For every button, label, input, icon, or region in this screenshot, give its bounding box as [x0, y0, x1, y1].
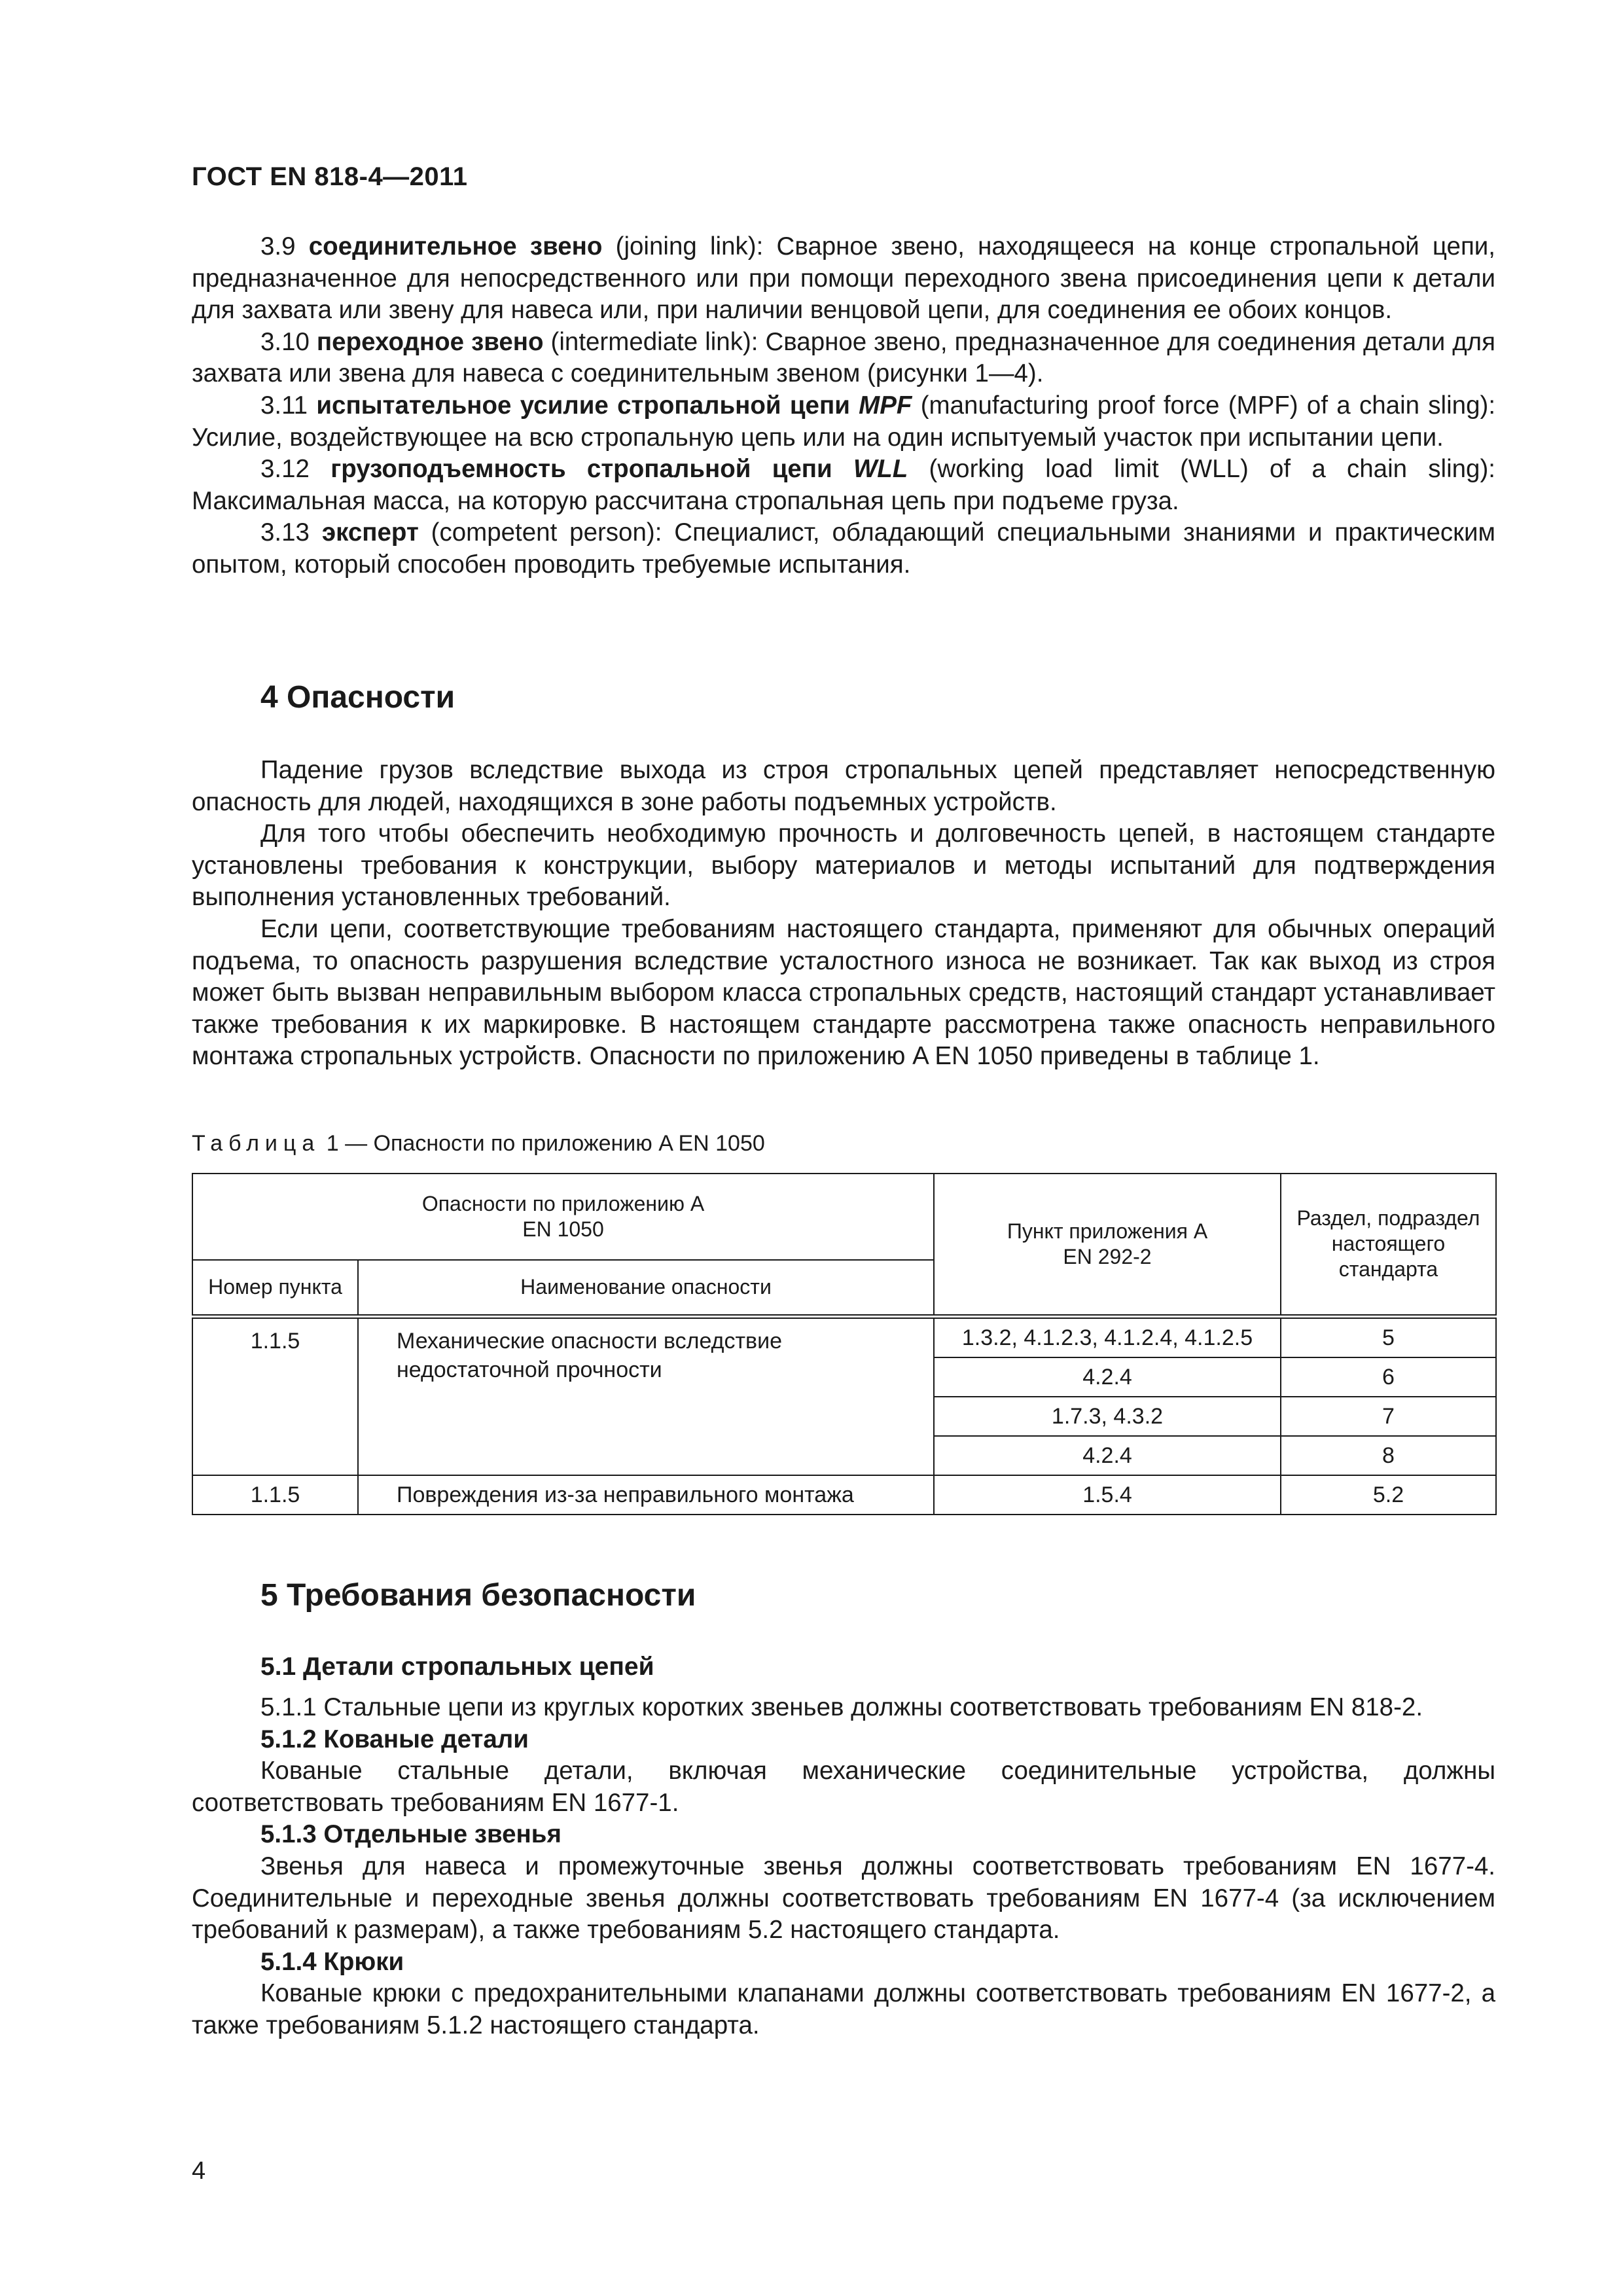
subsection-5-1-3-heading: 5.1.3 Отдельные звенья: [260, 1820, 562, 1849]
section-cell: 5.2: [1281, 1475, 1496, 1515]
item-number-cell: 1.1.5: [192, 1475, 358, 1515]
page-number: 4: [192, 2157, 206, 2185]
header-annex-clause: Пункт приложения А EN 292-2: [934, 1174, 1281, 1316]
header-item-number: Номер пункта: [192, 1260, 358, 1316]
term: переходное звено: [316, 327, 544, 356]
document-code: ГОСТ EN 818-4—2011: [192, 162, 468, 191]
table-caption: Таблица 1 — Опасности по приложению A EN 1050: [192, 1131, 765, 1156]
header-section: Раздел, подраздел настоящего стандарта: [1281, 1174, 1496, 1316]
definition-3-12: 3.12 грузоподъемность стропальной цепи WLL (working load limit (WLL) of a chain sling): Максимальная масса, на которую рассчитана стропальная цепь при подъеме груза.: [192, 455, 1495, 515]
paragraph: Для того чтобы обеспечить необходимую прочность и долговечность цепей, в настоящем стандарте установлены требования к конструкции, выбору материалов и методы испытаний для подтверждения выполнения установленных требований.: [192, 819, 1495, 912]
term-abbrev: MPF: [859, 391, 912, 420]
subsection-5-1-heading: 5.1 Детали стропальных цепей: [260, 1653, 654, 1681]
section-4-heading: 4 Опасности: [260, 680, 455, 715]
definition-3-10: 3.10 переходное звено (intermediate link): Сварное звено, предназначенное для соединения детали для захвата или звена для навеса с соединительным звеном (рисунки 1—4).: [192, 327, 1495, 388]
paragraph-5-1-4: Кованые крюки с предохранительными клапанами должны соответствовать требованиям EN 1677-2, а также требованиям 5.1.2 настоящего стандарта.: [192, 1979, 1495, 2039]
annex-clause-cell: 1.5.4: [934, 1475, 1281, 1515]
table-row: [192, 1316, 1496, 1357]
hazards-table: [192, 1173, 1497, 1515]
section-cell: 6: [1281, 1357, 1496, 1397]
definition-3-9: 3.9 соединительное звено (joining link): Сварное звено, находящееся на конце стропальной цепи, предназначенное для непосредственного или при помощи переходного звена присоединения цепи к детали для захвата или звену для навеса или, при наличии венцовой цепи, для соединения ее обоих концов.: [192, 232, 1495, 325]
term: эксперт: [321, 518, 419, 547]
definitions-block: [192, 231, 1495, 581]
definition-3-13: 3.13 эксперт (competent person): Специалист, обладающий специальными знаниями и практическим опытом, который способен проводить требуемые испытания.: [192, 518, 1495, 579]
section-cell: 5: [1281, 1316, 1496, 1357]
definition-3-11: 3.11 испытательное усилие стропальной цепи MPF (manufacturing proof force (MPF) of a chain sling): Усилие, воздействующее на всю стропальную цепь или на один испытуемый участок при испытании цепи.: [192, 391, 1496, 452]
paragraph-5-1-2: Кованые стальные детали, включая механические соединительные устройства, должны соответствовать требованиям EN 1677-1.: [192, 1757, 1495, 1817]
term: соединительное звено: [308, 232, 603, 260]
subsection-5-1-2-heading: 5.1.2 Кованые детали: [260, 1725, 529, 1753]
term-abbrev: WLL: [853, 455, 908, 484]
table-row: [192, 1475, 1496, 1515]
section-cell: 8: [1281, 1436, 1496, 1475]
hazard-name-cell: Механические опасности вследствие недостаточной прочности: [358, 1316, 934, 1475]
term: испытательное усилие стропальной цепи: [316, 391, 859, 420]
hazard-name-cell: Повреждения из-за неправильного монтажа: [358, 1475, 934, 1515]
header-hazard-name: Наименование опасности: [358, 1260, 934, 1316]
annex-clause-cell: 4.2.4: [934, 1357, 1281, 1397]
section-cell: 7: [1281, 1397, 1496, 1436]
annex-clause-cell: 1.3.2, 4.1.2.3, 4.1.2.4, 4.1.2.5: [934, 1316, 1281, 1357]
paragraph-5-1-3: Звенья для навеса и промежуточные звенья должны соответствовать требованиям EN 1677-4. Соединительные и переходные звенья должны соответствовать требованиям EN 1677-4 (за исключением требований к размерам), а также требованиям 5.2 настоящего стандарта.: [192, 1852, 1495, 1945]
annex-clause-cell: 4.2.4: [934, 1436, 1281, 1475]
term: грузоподъемность стропальной цепи: [330, 455, 853, 484]
section-4-body: [192, 755, 1495, 1073]
section-5-heading: 5 Требования безопасности: [260, 1578, 696, 1613]
paragraph-5-1-1: 5.1.1 Стальные цепи из круглых коротких звеньев должны соответствовать требованиям EN 818-2.: [260, 1693, 1423, 1721]
subsection-5-1-4-heading: 5.1.4 Крюки: [260, 1947, 404, 1976]
section-5-body: [192, 1692, 1495, 2042]
header-hazards-group: Опасности по приложению А EN 1050: [192, 1174, 934, 1260]
annex-clause-cell: 1.7.3, 4.3.2: [934, 1397, 1281, 1436]
paragraph: Если цепи, соответствующие требованиям настоящего стандарта, применяют для обычных операций подъема, то опасность разрушения вследствие усталостного износа не возникает. Так как выход из строя может быть вызван неправильным выбором класса стропальных средств, настоящий стандарт устанавливает также требования к их маркировке. В настоящем стандарте рассмотрена также опасность неправильного монтажа стропальных устройств. Опасности по приложению A EN 1050 приведены в таблице 1.: [192, 914, 1495, 1071]
item-number-cell: 1.1.5: [192, 1316, 358, 1475]
paragraph: Падение грузов вследствие выхода из строя стропальных цепей представляет непосредственную опасность для людей, находящихся в зоне работы подъемных устройств.: [192, 756, 1495, 816]
